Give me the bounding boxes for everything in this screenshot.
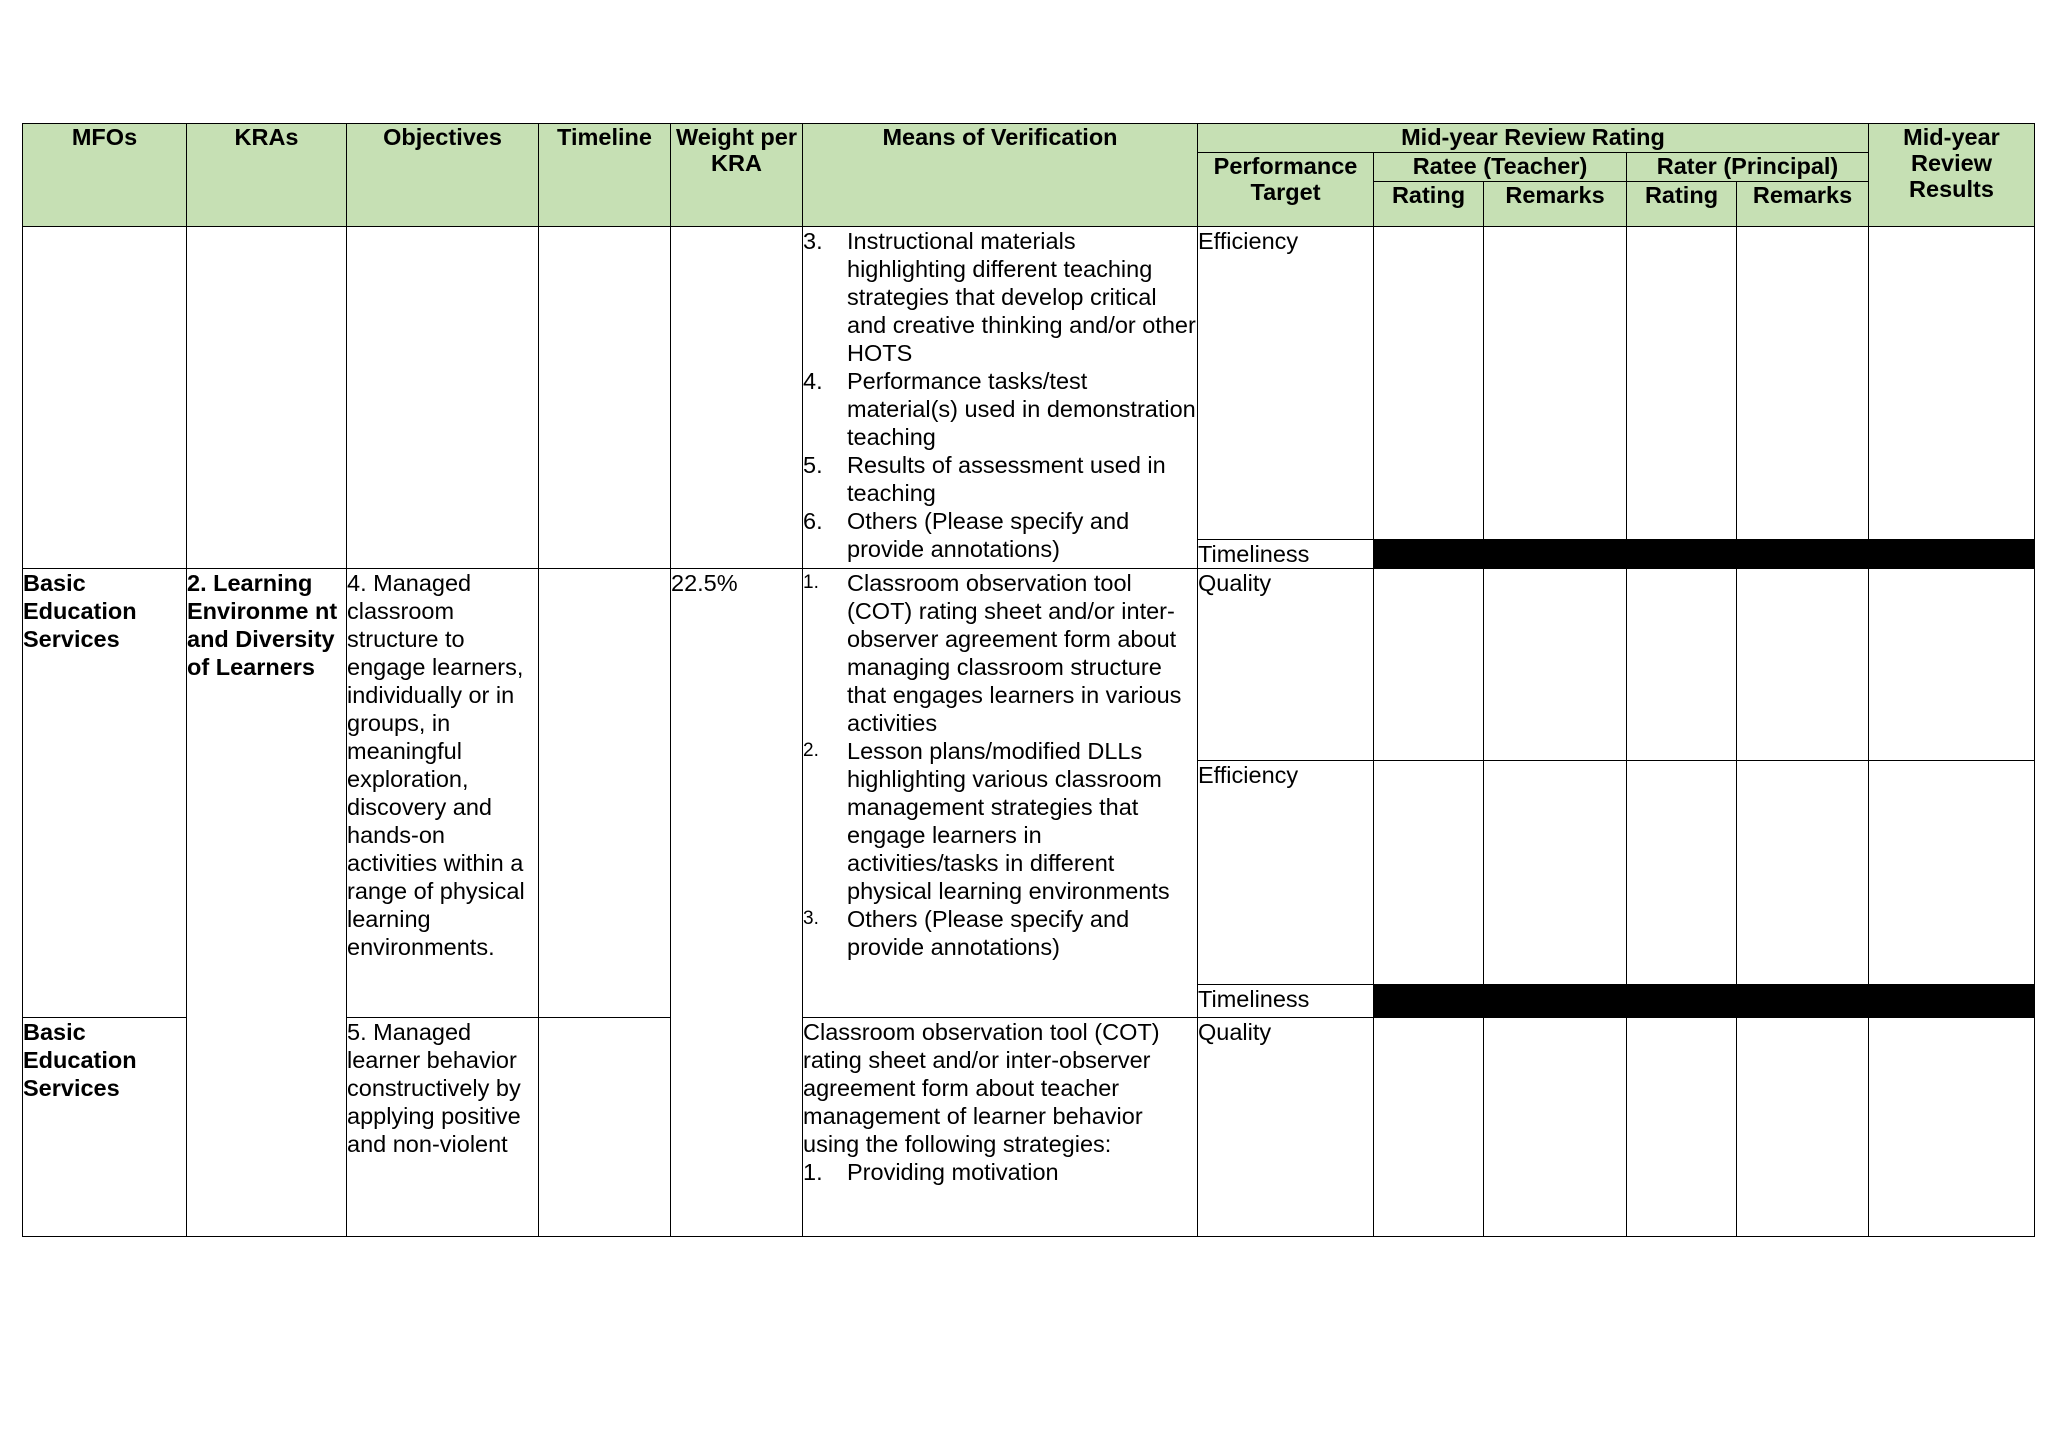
row3-mov-cell	[803, 1018, 1198, 1237]
header-midyear-results: Mid-year Review Results	[1869, 124, 2035, 227]
row1-mov-list	[803, 227, 1197, 563]
row1-target-timeliness: Timeliness	[1198, 540, 1374, 569]
row2-kra: 2. Learning Environme nt and Diversity of Learners	[187, 569, 347, 1237]
row2-efficiency-ratee-remarks	[1484, 761, 1627, 985]
row3-ratee-rating	[1374, 1018, 1484, 1237]
header-performance-target: Performance Target	[1198, 153, 1374, 227]
header-timeline: Timeline	[539, 124, 671, 227]
row2-weight: 22.5%	[671, 569, 803, 1237]
row2-target-efficiency: Efficiency	[1198, 761, 1374, 985]
header-objectives: Objectives	[347, 124, 539, 227]
row2-target-quality: Quality	[1198, 569, 1374, 761]
list-item: 5. Results of assessment used in teaching	[803, 452, 1166, 506]
row1-ratee-remarks	[1484, 227, 1627, 540]
row2-efficiency-ratee-rating	[1374, 761, 1484, 985]
row2-efficiency-rater-remarks	[1737, 761, 1869, 985]
row3-mfo: Basic Education Services	[23, 1018, 187, 1237]
row1-kra-cell	[187, 227, 347, 569]
row3-results	[1869, 1018, 2035, 1237]
row2-timeliness-blackout	[1374, 985, 2035, 1018]
row3-mov-list	[803, 1158, 1197, 1186]
row3-objective: 5. Managed learner behavior constructively by applying positive and non-violent	[347, 1018, 539, 1237]
header-rater-rating: Rating	[1627, 182, 1737, 227]
row2-quality-rater-rating	[1627, 569, 1737, 761]
row2-efficiency-rater-rating	[1627, 761, 1737, 985]
row3-rater-remarks	[1737, 1018, 1869, 1237]
row2-mov-cell	[803, 569, 1198, 1018]
row1-rater-remarks	[1737, 227, 1869, 540]
row2-quality-rater-remarks	[1737, 569, 1869, 761]
header-means-of-verification: Means of Verification	[803, 124, 1198, 227]
row2-quality-ratee-rating	[1374, 569, 1484, 761]
row3-mov-intro: Classroom observation tool (COT) rating sheet and/or inter-observer agreement form about teacher management of learner behavior using the following strategies:	[803, 1019, 1160, 1157]
list-item: 6. Others (Please specify and provide annotations)	[803, 508, 1130, 562]
row3-ratee-remarks	[1484, 1018, 1627, 1237]
list-item: 4. Performance tasks/test material(s) used in demonstration teaching	[803, 368, 1196, 450]
header-rater: Rater (Principal)	[1627, 153, 1869, 182]
row1-mov-cell	[803, 227, 1198, 569]
header-mfos: MFOs	[23, 124, 187, 227]
rpms-table	[22, 123, 2035, 1237]
row1-ratee-rating	[1374, 227, 1484, 540]
header-kras: KRAs	[187, 124, 347, 227]
row1-weight-cell	[671, 227, 803, 569]
header-rater-remarks: Remarks	[1737, 182, 1869, 227]
row2-timeline-cell	[539, 569, 671, 1018]
row2-mfo: Basic Education Services	[23, 569, 187, 1018]
header-ratee-remarks: Remarks	[1484, 182, 1627, 227]
header-ratee-rating: Rating	[1374, 182, 1484, 227]
row3-rater-rating	[1627, 1018, 1737, 1237]
list-item: 2. Lesson plans/modified DLLs highlighting various classroom management strategies that engage learners in activities/tasks in different physical learning environments	[803, 738, 1170, 904]
row1-results	[1869, 227, 2035, 540]
row2-quality-ratee-remarks	[1484, 569, 1627, 761]
list-item: 3. Instructional materials highlighting different teaching strategies that develop critical and creative thinking and/or other HOTS	[803, 228, 1196, 366]
row2-quality-results	[1869, 569, 2035, 761]
row3-timeline-cell	[539, 1018, 671, 1237]
list-item: 3. Others (Please specify and provide annotations)	[803, 906, 1130, 960]
row3-target-quality: Quality	[1198, 1018, 1374, 1237]
row2-objective: 4. Managed classroom structure to engage learners, individually or in groups, in meaningful exploration, discovery and hands-on activities within a range of physical learning environments.	[347, 569, 539, 1018]
row2-efficiency-results	[1869, 761, 2035, 985]
row1-timeline-cell	[539, 227, 671, 569]
header-ratee: Ratee (Teacher)	[1374, 153, 1627, 182]
row2-mov-list	[803, 569, 1197, 961]
row1-rater-rating	[1627, 227, 1737, 540]
row1-timeliness-blackout	[1374, 540, 2035, 569]
row1-target-efficiency: Efficiency	[1198, 227, 1374, 540]
row2-target-timeliness: Timeliness	[1198, 985, 1374, 1018]
row1-objective-cell	[347, 227, 539, 569]
header-midyear-rating: Mid-year Review Rating	[1198, 124, 1869, 153]
row1-mfo-cell	[23, 227, 187, 569]
list-item: 1. Classroom observation tool (COT) rating sheet and/or inter-observer agreement form about managing classroom structure that engages learners in various activities	[803, 570, 1182, 736]
header-weight: Weight per KRA	[671, 124, 803, 227]
list-item: 1. Providing motivation	[803, 1159, 1059, 1185]
